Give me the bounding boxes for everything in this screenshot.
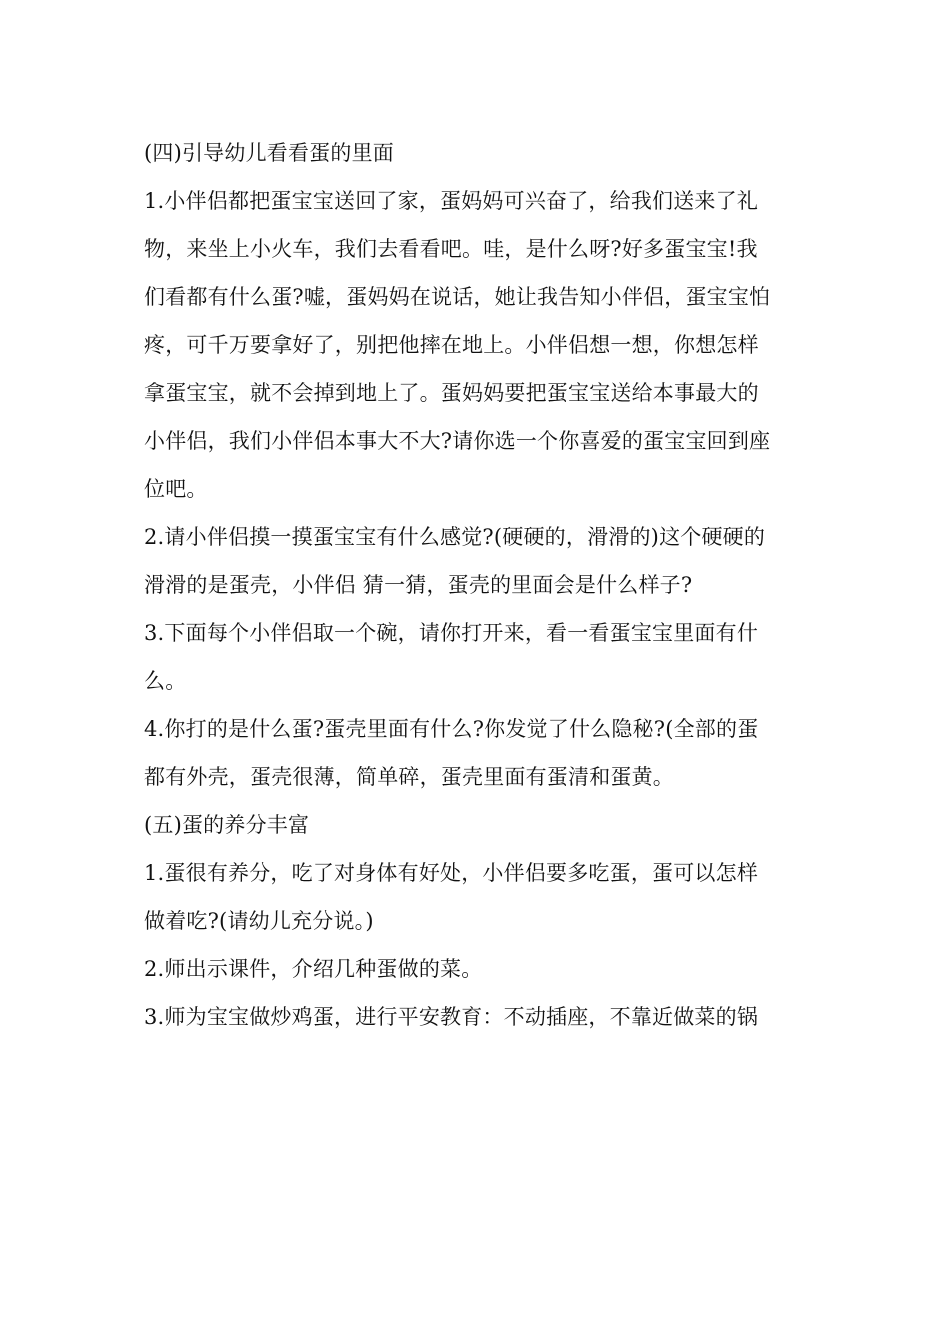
paragraph-line: 们看都有什么蛋?嘘，蛋妈妈在说话，她让我告知小伴侣，蛋宝宝怕 [144, 285, 771, 309]
paragraph-line: 小伴侣，我们小伴侣本事大不大?请你选一个你喜爱的蛋宝宝回到座 [144, 429, 771, 453]
paragraph-line: 2.请小伴侣摸一摸蛋宝宝有什么感觉?(硬硬的，滑滑的)这个硬硬的 [144, 525, 766, 549]
section-heading-4: (四)引导幼儿看看蛋的里面 [144, 141, 394, 165]
paragraph-line: 做着吃?(请幼儿充分说。) [144, 909, 374, 933]
document-body [144, 129, 816, 1041]
paragraph-line: 拿蛋宝宝，就不会掉到地上了。蛋妈妈要把蛋宝宝送给本事最大的 [144, 381, 759, 405]
paragraph-line: 4.你打的是什么蛋?蛋壳里面有什么?你发觉了什么隐秘?(全部的蛋 [144, 717, 759, 741]
section-heading-5: (五)蛋的养分丰富 [144, 813, 310, 837]
paragraph-line: 疼，可千万要拿好了，别把他摔在地上。小伴侣想一想，你想怎样 [144, 333, 759, 357]
paragraph-line: 位吧。 [144, 477, 208, 501]
paragraph-line: 么。 [144, 669, 187, 693]
paragraph-line: 3.师为宝宝做炒鸡蛋，进行平安教育：不动插座，不靠近做菜的锅 [144, 1005, 759, 1029]
paragraph-line: 3.下面每个小伴侣取一个碗，请你打开来，看一看蛋宝宝里面有什 [144, 621, 759, 645]
paragraph-line: 1.蛋很有养分，吃了对身体有好处，小伴侣要多吃蛋，蛋可以怎样 [144, 861, 759, 885]
paragraph-line: 物，来坐上小火车，我们去看看吧。哇，是什么呀?好多蛋宝宝!我 [144, 237, 758, 261]
paragraph-line: 1.小伴侣都把蛋宝宝送回了家，蛋妈妈可兴奋了，给我们送来了礼 [144, 189, 759, 213]
paragraph-line: 都有外壳，蛋壳很薄，简单碎，蛋壳里面有蛋清和蛋黄。 [144, 765, 674, 789]
paragraph-line: 2.师出示课件，介绍几种蛋做的菜。 [144, 957, 483, 981]
paragraph-line: 滑滑的是蛋壳，小伴侣 猜一猜，蛋壳的里面会是什么样子? [144, 573, 693, 597]
